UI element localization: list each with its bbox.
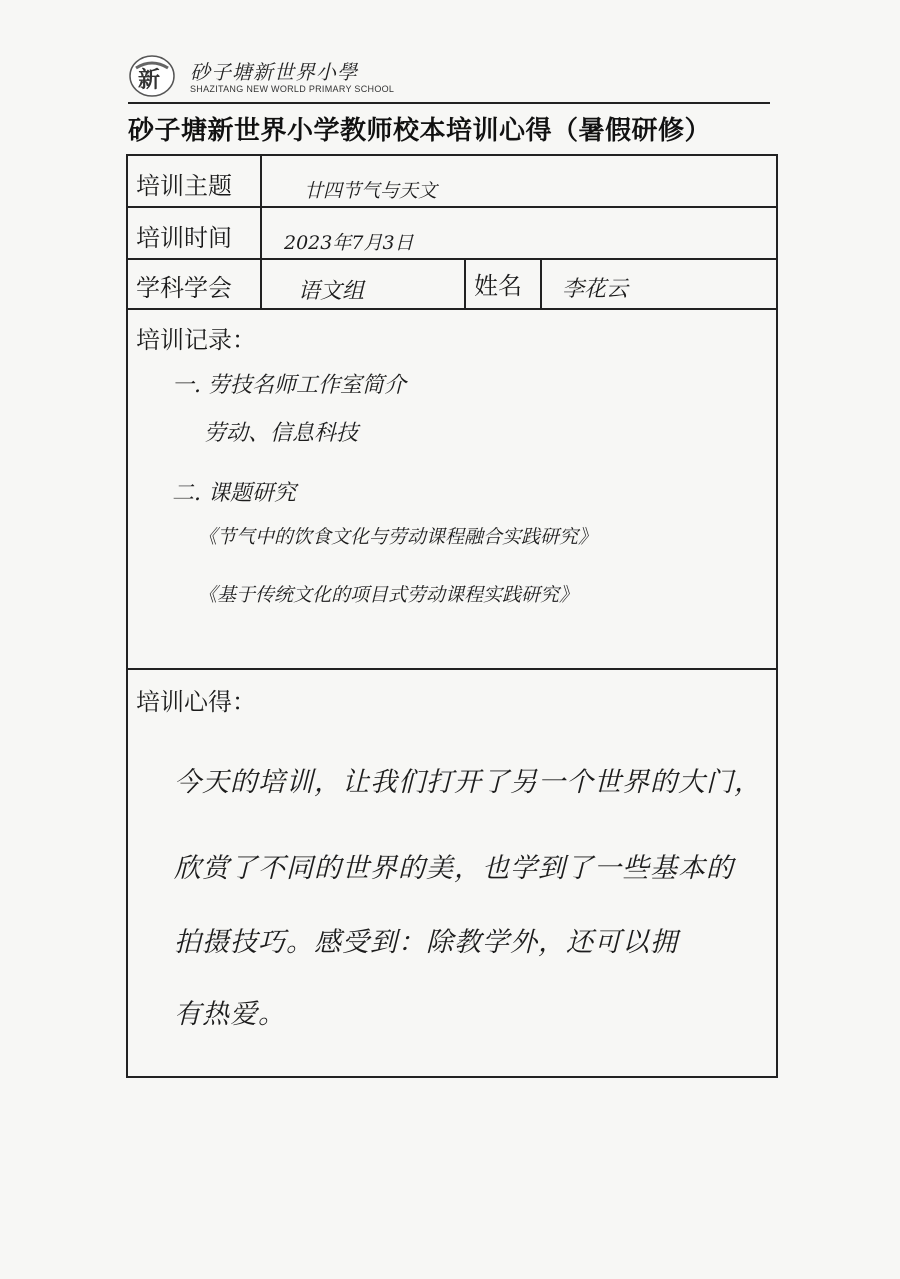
svg-text:新: 新 (138, 67, 161, 93)
column-divider (464, 258, 466, 308)
school-logo (128, 54, 176, 98)
school-name-en: SHAZITANG NEW WORLD PRIMARY SCHOOL (190, 84, 395, 94)
subject-value: 语文组 (298, 279, 365, 304)
topic-label: 培训主题 (136, 172, 232, 200)
record-line: 二. 课题研究 (172, 481, 296, 506)
record-line: 《基于传统文化的项目式劳动课程实践研究》 (198, 584, 579, 606)
reflection-line: 有热爱。 (174, 999, 286, 1030)
name-value: 李花云 (562, 277, 629, 302)
school-name-cn: 砂子塘新世界小學 (190, 60, 358, 84)
subject-label: 学科学会 (136, 274, 232, 302)
topic-value: 廿四节气与天文 (304, 180, 438, 202)
reflection-line: 拍摄技巧。感受到：除教学外，还可以拥 (174, 927, 678, 958)
row-divider (128, 206, 776, 208)
training-form (126, 154, 778, 1078)
time-label: 培训时间 (136, 224, 232, 252)
reflection-line: 欣赏了不同的世界的美，也学到了一些基本的 (174, 853, 734, 884)
record-line: 一. 劳技名师工作室简介 (172, 373, 406, 398)
header-divider (128, 102, 770, 104)
column-divider (540, 258, 542, 308)
document-title: 砂子塘新世界小学教师校本培训心得（暑假研修） (128, 116, 712, 146)
row-divider (128, 258, 776, 260)
school-header (128, 52, 768, 102)
reflection-label: 培训心得： (136, 688, 256, 716)
row-divider (128, 668, 776, 670)
column-divider (260, 156, 262, 308)
reflection-line: 今天的培训，让我们打开了另一个世界的大门， (174, 767, 762, 798)
record-label: 培训记录： (136, 326, 256, 354)
time-value: 2023年7月3日 (284, 232, 414, 254)
record-line: 劳动、信息科技 (204, 421, 359, 446)
record-line: 《节气中的饮食文化与劳动课程融合实践研究》 (198, 526, 598, 548)
row-divider (128, 308, 776, 310)
name-label: 姓名 (474, 272, 522, 300)
